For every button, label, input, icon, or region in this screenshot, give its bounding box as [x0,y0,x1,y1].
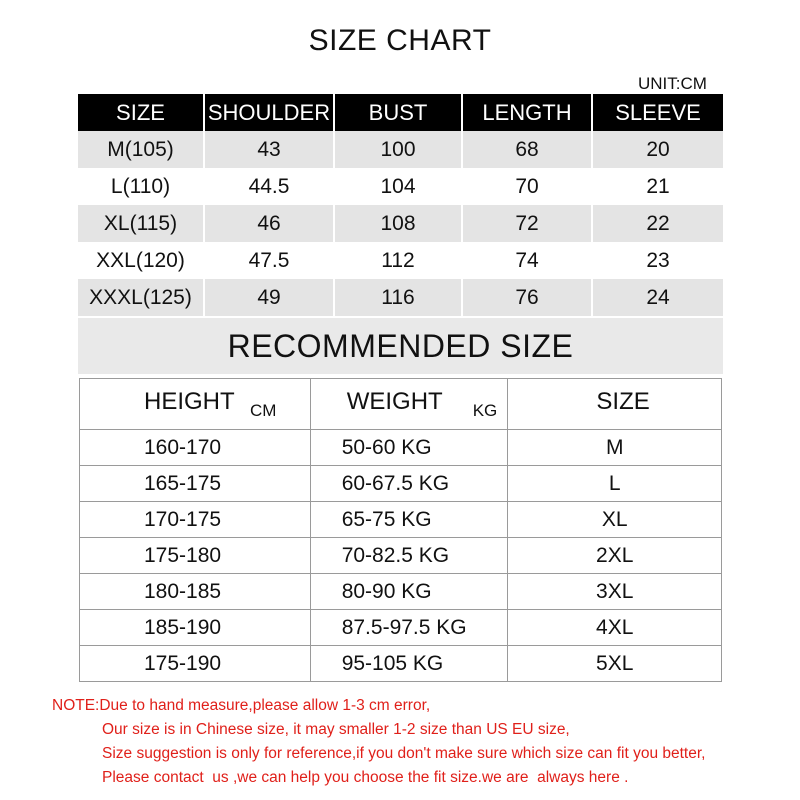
header-bust: BUST [335,94,463,131]
header-weight-unit: KG [472,401,498,420]
header-weight: WEIGHT [346,388,443,415]
table-row [78,131,723,168]
table-row [78,168,723,205]
table-row [80,538,722,574]
table-cell: 68 [463,131,593,168]
unit-label: UNIT:CM [638,74,707,93]
table-cell: 3XL [508,574,722,610]
table-row [80,646,722,682]
note-line: NOTE:Due to hand measure,please allow 1-3 cm error, [52,697,431,714]
header-shoulder: SHOULDER [205,94,335,131]
table-cell: 44.5 [205,168,335,205]
recommended-size-table [79,378,722,682]
table-cell: 21 [593,168,723,205]
table-row [78,205,723,242]
table-cell: 43 [205,131,335,168]
table-cell: 76 [463,279,593,316]
recommended-header-row [80,379,722,430]
table-cell: L(110) [78,168,205,205]
table-cell: 72 [463,205,593,242]
table-cell: 170-175 [80,502,311,538]
table-cell: 185-190 [80,610,311,646]
table-row [80,466,722,502]
table-cell: 108 [335,205,463,242]
table-cell: 46 [205,205,335,242]
table-cell: 87.5-97.5 KG [310,610,508,646]
table-cell: 175-180 [80,538,311,574]
header-weight-cell [310,379,508,430]
table-cell: 47.5 [205,242,335,279]
table-cell: 180-185 [80,574,311,610]
table-cell: 22 [593,205,723,242]
table-cell: L [508,466,722,502]
table-row [80,574,722,610]
header-rec-size: SIZE [596,388,650,415]
note-line: Please contact us ,we can help you choose the fit size.we are always here . [102,769,629,786]
table-cell: 165-175 [80,466,311,502]
table-cell: 2XL [508,538,722,574]
table-row [80,430,722,466]
header-size: SIZE [78,94,205,131]
table-cell: 4XL [508,610,722,646]
note-line: Size suggestion is only for reference,if you don't make sure which size can fit you better, [102,745,706,762]
recommended-body [80,430,722,682]
table-cell: 65-75 KG [310,502,508,538]
size-chart-header-row [78,94,723,131]
table-row [78,279,723,316]
table-cell: 100 [335,131,463,168]
table-cell: XL [508,502,722,538]
table-cell: M(105) [78,131,205,168]
table-cell: 50-60 KG [310,430,508,466]
header-height: HEIGHT [144,388,235,415]
recommended-size-banner: RECOMMENDED SIZE [78,318,723,374]
note-block [52,694,792,790]
table-row [78,242,723,279]
table-cell: 70 [463,168,593,205]
header-length: LENGTH [463,94,593,131]
table-cell: XL(115) [78,205,205,242]
table-row [80,502,722,538]
table-cell: M [508,430,722,466]
header-size-cell [508,379,722,430]
table-cell: 116 [335,279,463,316]
page-title: SIZE CHART [308,24,492,57]
table-cell: 160-170 [80,430,311,466]
table-cell: 49 [205,279,335,316]
size-chart-table [78,94,723,316]
table-cell: 5XL [508,646,722,682]
table-cell: 74 [463,242,593,279]
table-cell: 112 [335,242,463,279]
table-cell: 70-82.5 KG [310,538,508,574]
table-cell: 95-105 KG [310,646,508,682]
size-chart-body [78,131,723,316]
table-cell: 23 [593,242,723,279]
table-cell: 20 [593,131,723,168]
table-cell: 104 [335,168,463,205]
table-cell: XXXL(125) [78,279,205,316]
header-sleeve: SLEEVE [593,94,723,131]
header-height-unit: CM [250,401,277,420]
table-cell: XXL(120) [78,242,205,279]
note-line: Our size is in Chinese size, it may smaller 1-2 size than US EU size, [102,721,570,738]
table-cell: 60-67.5 KG [310,466,508,502]
table-row [80,610,722,646]
table-cell: 175-190 [80,646,311,682]
table-cell: 80-90 KG [310,574,508,610]
table-cell: 24 [593,279,723,316]
header-height-cell [80,379,311,430]
